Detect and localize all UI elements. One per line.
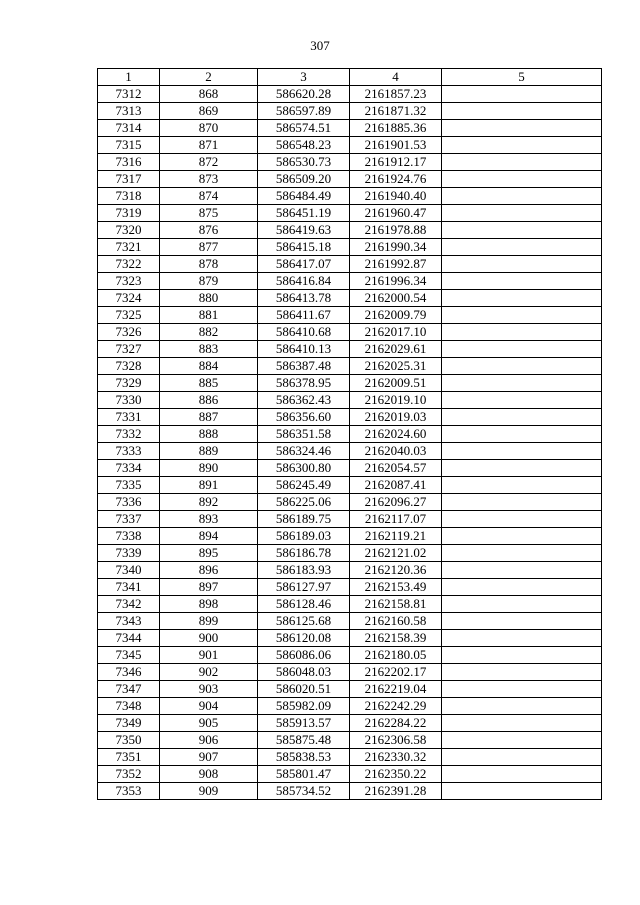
note-cell (442, 664, 602, 681)
y-coordinate-cell: 2161996.34 (350, 273, 442, 290)
y-coordinate-cell: 2162120.36 (350, 562, 442, 579)
y-coordinate-cell: 2162158.81 (350, 596, 442, 613)
table-row (98, 290, 602, 307)
table-row (98, 137, 602, 154)
table-row (98, 188, 602, 205)
x-coordinate-cell: 586189.75 (258, 511, 350, 528)
note-cell (442, 494, 602, 511)
table-row (98, 528, 602, 545)
table-row (98, 256, 602, 273)
table-row (98, 664, 602, 681)
note-cell (442, 222, 602, 239)
point-index-cell: 7318 (98, 188, 160, 205)
y-coordinate-cell: 2162087.41 (350, 477, 442, 494)
note-cell (442, 290, 602, 307)
point-index-cell: 7336 (98, 494, 160, 511)
x-coordinate-cell: 586509.20 (258, 171, 350, 188)
column-header: 4 (350, 69, 442, 86)
y-coordinate-cell: 2161901.53 (350, 137, 442, 154)
point-number-cell: 882 (160, 324, 258, 341)
note-cell (442, 307, 602, 324)
table-row (98, 732, 602, 749)
table-row (98, 715, 602, 732)
x-coordinate-cell: 586351.58 (258, 426, 350, 443)
point-number-cell: 897 (160, 579, 258, 596)
x-coordinate-cell: 586451.19 (258, 205, 350, 222)
point-index-cell: 7330 (98, 392, 160, 409)
x-coordinate-cell: 586410.13 (258, 341, 350, 358)
point-index-cell: 7339 (98, 545, 160, 562)
x-coordinate-cell: 585875.48 (258, 732, 350, 749)
note-cell (442, 358, 602, 375)
note-cell (442, 698, 602, 715)
y-coordinate-cell: 2162306.58 (350, 732, 442, 749)
point-number-cell: 888 (160, 426, 258, 443)
note-cell (442, 86, 602, 103)
table-row (98, 783, 602, 800)
note-cell (442, 596, 602, 613)
y-coordinate-cell: 2162024.60 (350, 426, 442, 443)
point-number-cell: 902 (160, 664, 258, 681)
point-number-cell: 896 (160, 562, 258, 579)
point-index-cell: 7348 (98, 698, 160, 715)
point-index-cell: 7337 (98, 511, 160, 528)
point-number-cell: 887 (160, 409, 258, 426)
point-index-cell: 7326 (98, 324, 160, 341)
point-index-cell: 7352 (98, 766, 160, 783)
note-cell (442, 613, 602, 630)
point-number-cell: 883 (160, 341, 258, 358)
point-index-cell: 7329 (98, 375, 160, 392)
column-header: 1 (98, 69, 160, 86)
x-coordinate-cell: 586417.07 (258, 256, 350, 273)
note-cell (442, 511, 602, 528)
table-row (98, 681, 602, 698)
table-row (98, 426, 602, 443)
point-number-cell: 884 (160, 358, 258, 375)
point-index-cell: 7313 (98, 103, 160, 120)
point-number-cell: 900 (160, 630, 258, 647)
point-number-cell: 903 (160, 681, 258, 698)
x-coordinate-cell: 586086.06 (258, 647, 350, 664)
note-cell (442, 154, 602, 171)
y-coordinate-cell: 2161992.87 (350, 256, 442, 273)
table-row (98, 443, 602, 460)
y-coordinate-cell: 2161940.40 (350, 188, 442, 205)
table-row (98, 205, 602, 222)
y-coordinate-cell: 2162019.10 (350, 392, 442, 409)
note-cell (442, 120, 602, 137)
note-cell (442, 545, 602, 562)
note-cell (442, 426, 602, 443)
table-row (98, 341, 602, 358)
column-header: 2 (160, 69, 258, 86)
x-coordinate-cell: 586245.49 (258, 477, 350, 494)
y-coordinate-cell: 2162242.29 (350, 698, 442, 715)
point-index-cell: 7351 (98, 749, 160, 766)
point-number-cell: 890 (160, 460, 258, 477)
point-index-cell: 7344 (98, 630, 160, 647)
table-row (98, 647, 602, 664)
note-cell (442, 205, 602, 222)
x-coordinate-cell: 586128.46 (258, 596, 350, 613)
y-coordinate-cell: 2162180.05 (350, 647, 442, 664)
point-number-cell: 905 (160, 715, 258, 732)
point-index-cell: 7327 (98, 341, 160, 358)
table-row (98, 698, 602, 715)
point-index-cell: 7315 (98, 137, 160, 154)
table-row (98, 494, 602, 511)
table-row (98, 562, 602, 579)
x-coordinate-cell: 586183.93 (258, 562, 350, 579)
point-number-cell: 906 (160, 732, 258, 749)
y-coordinate-cell: 2161912.17 (350, 154, 442, 171)
point-number-cell: 893 (160, 511, 258, 528)
table-row (98, 630, 602, 647)
x-coordinate-cell: 586411.67 (258, 307, 350, 324)
table-row (98, 477, 602, 494)
note-cell (442, 460, 602, 477)
x-coordinate-cell: 586362.43 (258, 392, 350, 409)
table-row (98, 392, 602, 409)
y-coordinate-cell: 2162117.07 (350, 511, 442, 528)
point-index-cell: 7353 (98, 783, 160, 800)
x-coordinate-cell: 586020.51 (258, 681, 350, 698)
note-cell (442, 443, 602, 460)
note-cell (442, 715, 602, 732)
table-row (98, 154, 602, 171)
table-row (98, 171, 602, 188)
y-coordinate-cell: 2162009.51 (350, 375, 442, 392)
point-index-cell: 7345 (98, 647, 160, 664)
y-coordinate-cell: 2162025.31 (350, 358, 442, 375)
point-number-cell: 868 (160, 86, 258, 103)
note-cell (442, 171, 602, 188)
point-number-cell: 891 (160, 477, 258, 494)
x-coordinate-cell: 586186.78 (258, 545, 350, 562)
point-index-cell: 7343 (98, 613, 160, 630)
point-index-cell: 7350 (98, 732, 160, 749)
y-coordinate-cell: 2162330.32 (350, 749, 442, 766)
table-row (98, 273, 602, 290)
table-row (98, 409, 602, 426)
table-body (98, 86, 602, 800)
point-index-cell: 7349 (98, 715, 160, 732)
table-row (98, 86, 602, 103)
table-row (98, 596, 602, 613)
x-coordinate-cell: 586415.18 (258, 239, 350, 256)
point-number-cell: 901 (160, 647, 258, 664)
y-coordinate-cell: 2161960.47 (350, 205, 442, 222)
x-coordinate-cell: 585982.09 (258, 698, 350, 715)
point-index-cell: 7325 (98, 307, 160, 324)
point-index-cell: 7335 (98, 477, 160, 494)
point-number-cell: 908 (160, 766, 258, 783)
y-coordinate-cell: 2162054.57 (350, 460, 442, 477)
table-row (98, 324, 602, 341)
point-index-cell: 7334 (98, 460, 160, 477)
note-cell (442, 273, 602, 290)
note-cell (442, 188, 602, 205)
point-number-cell: 895 (160, 545, 258, 562)
x-coordinate-cell: 586387.48 (258, 358, 350, 375)
point-number-cell: 899 (160, 613, 258, 630)
coordinates-table (97, 68, 602, 800)
point-index-cell: 7332 (98, 426, 160, 443)
table-row (98, 239, 602, 256)
point-number-cell: 904 (160, 698, 258, 715)
note-cell (442, 749, 602, 766)
y-coordinate-cell: 2161924.76 (350, 171, 442, 188)
point-index-cell: 7324 (98, 290, 160, 307)
point-number-cell: 872 (160, 154, 258, 171)
x-coordinate-cell: 585734.52 (258, 783, 350, 800)
point-index-cell: 7347 (98, 681, 160, 698)
note-cell (442, 392, 602, 409)
table-row (98, 103, 602, 120)
note-cell (442, 783, 602, 800)
y-coordinate-cell: 2162009.79 (350, 307, 442, 324)
y-coordinate-cell: 2162284.22 (350, 715, 442, 732)
point-index-cell: 7320 (98, 222, 160, 239)
point-index-cell: 7322 (98, 256, 160, 273)
point-number-cell: 880 (160, 290, 258, 307)
point-index-cell: 7340 (98, 562, 160, 579)
x-coordinate-cell: 586125.68 (258, 613, 350, 630)
y-coordinate-cell: 2161978.88 (350, 222, 442, 239)
x-coordinate-cell: 586127.97 (258, 579, 350, 596)
x-coordinate-cell: 586419.63 (258, 222, 350, 239)
point-number-cell: 873 (160, 171, 258, 188)
x-coordinate-cell: 586416.84 (258, 273, 350, 290)
y-coordinate-cell: 2161871.32 (350, 103, 442, 120)
column-header: 5 (442, 69, 602, 86)
table-row (98, 358, 602, 375)
point-index-cell: 7341 (98, 579, 160, 596)
x-coordinate-cell: 586189.03 (258, 528, 350, 545)
point-index-cell: 7333 (98, 443, 160, 460)
note-cell (442, 137, 602, 154)
point-index-cell: 7319 (98, 205, 160, 222)
note-cell (442, 375, 602, 392)
point-number-cell: 889 (160, 443, 258, 460)
x-coordinate-cell: 586378.95 (258, 375, 350, 392)
y-coordinate-cell: 2162158.39 (350, 630, 442, 647)
point-index-cell: 7338 (98, 528, 160, 545)
table-row (98, 120, 602, 137)
point-number-cell: 874 (160, 188, 258, 205)
y-coordinate-cell: 2162219.04 (350, 681, 442, 698)
x-coordinate-cell: 585801.47 (258, 766, 350, 783)
point-index-cell: 7314 (98, 120, 160, 137)
table-row (98, 749, 602, 766)
point-number-cell: 876 (160, 222, 258, 239)
point-index-cell: 7316 (98, 154, 160, 171)
table-row (98, 579, 602, 596)
point-number-cell: 885 (160, 375, 258, 392)
point-number-cell: 870 (160, 120, 258, 137)
y-coordinate-cell: 2162019.03 (350, 409, 442, 426)
y-coordinate-cell: 2161885.36 (350, 120, 442, 137)
point-number-cell: 881 (160, 307, 258, 324)
table-row (98, 766, 602, 783)
y-coordinate-cell: 2162160.58 (350, 613, 442, 630)
x-coordinate-cell: 586120.08 (258, 630, 350, 647)
note-cell (442, 103, 602, 120)
y-coordinate-cell: 2162000.54 (350, 290, 442, 307)
y-coordinate-cell: 2162096.27 (350, 494, 442, 511)
y-coordinate-cell: 2162121.02 (350, 545, 442, 562)
point-number-cell: 879 (160, 273, 258, 290)
table-row (98, 460, 602, 477)
note-cell (442, 647, 602, 664)
point-number-cell: 875 (160, 205, 258, 222)
y-coordinate-cell: 2162202.17 (350, 664, 442, 681)
point-number-cell: 878 (160, 256, 258, 273)
x-coordinate-cell: 586548.23 (258, 137, 350, 154)
note-cell (442, 732, 602, 749)
point-index-cell: 7331 (98, 409, 160, 426)
note-cell (442, 341, 602, 358)
x-coordinate-cell: 586413.78 (258, 290, 350, 307)
x-coordinate-cell: 586356.60 (258, 409, 350, 426)
note-cell (442, 409, 602, 426)
point-index-cell: 7312 (98, 86, 160, 103)
column-header: 3 (258, 69, 350, 86)
x-coordinate-cell: 586410.68 (258, 324, 350, 341)
x-coordinate-cell: 586620.28 (258, 86, 350, 103)
x-coordinate-cell: 585913.57 (258, 715, 350, 732)
point-number-cell: 907 (160, 749, 258, 766)
note-cell (442, 766, 602, 783)
note-cell (442, 681, 602, 698)
point-number-cell: 894 (160, 528, 258, 545)
y-coordinate-cell: 2162119.21 (350, 528, 442, 545)
point-index-cell: 7317 (98, 171, 160, 188)
note-cell (442, 477, 602, 494)
point-number-cell: 877 (160, 239, 258, 256)
table-header-row (98, 69, 602, 86)
note-cell (442, 528, 602, 545)
x-coordinate-cell: 586324.46 (258, 443, 350, 460)
note-cell (442, 324, 602, 341)
note-cell (442, 562, 602, 579)
point-number-cell: 892 (160, 494, 258, 511)
table-row (98, 307, 602, 324)
y-coordinate-cell: 2162391.28 (350, 783, 442, 800)
point-number-cell: 898 (160, 596, 258, 613)
y-coordinate-cell: 2162029.61 (350, 341, 442, 358)
x-coordinate-cell: 586530.73 (258, 154, 350, 171)
page-number: 307 (310, 38, 330, 53)
point-number-cell: 869 (160, 103, 258, 120)
point-index-cell: 7321 (98, 239, 160, 256)
x-coordinate-cell: 586048.03 (258, 664, 350, 681)
table-row (98, 613, 602, 630)
point-index-cell: 7342 (98, 596, 160, 613)
table-row (98, 511, 602, 528)
point-index-cell: 7323 (98, 273, 160, 290)
x-coordinate-cell: 585838.53 (258, 749, 350, 766)
x-coordinate-cell: 586300.80 (258, 460, 350, 477)
y-coordinate-cell: 2162153.49 (350, 579, 442, 596)
y-coordinate-cell: 2162350.22 (350, 766, 442, 783)
note-cell (442, 256, 602, 273)
y-coordinate-cell: 2162017.10 (350, 324, 442, 341)
point-number-cell: 909 (160, 783, 258, 800)
table-row (98, 375, 602, 392)
point-number-cell: 886 (160, 392, 258, 409)
x-coordinate-cell: 586574.51 (258, 120, 350, 137)
note-cell (442, 579, 602, 596)
point-number-cell: 871 (160, 137, 258, 154)
table-row (98, 222, 602, 239)
point-index-cell: 7328 (98, 358, 160, 375)
x-coordinate-cell: 586225.06 (258, 494, 350, 511)
note-cell (442, 239, 602, 256)
note-cell (442, 630, 602, 647)
y-coordinate-cell: 2162040.03 (350, 443, 442, 460)
x-coordinate-cell: 586484.49 (258, 188, 350, 205)
y-coordinate-cell: 2161857.23 (350, 86, 442, 103)
y-coordinate-cell: 2161990.34 (350, 239, 442, 256)
table-row (98, 545, 602, 562)
x-coordinate-cell: 586597.89 (258, 103, 350, 120)
point-index-cell: 7346 (98, 664, 160, 681)
